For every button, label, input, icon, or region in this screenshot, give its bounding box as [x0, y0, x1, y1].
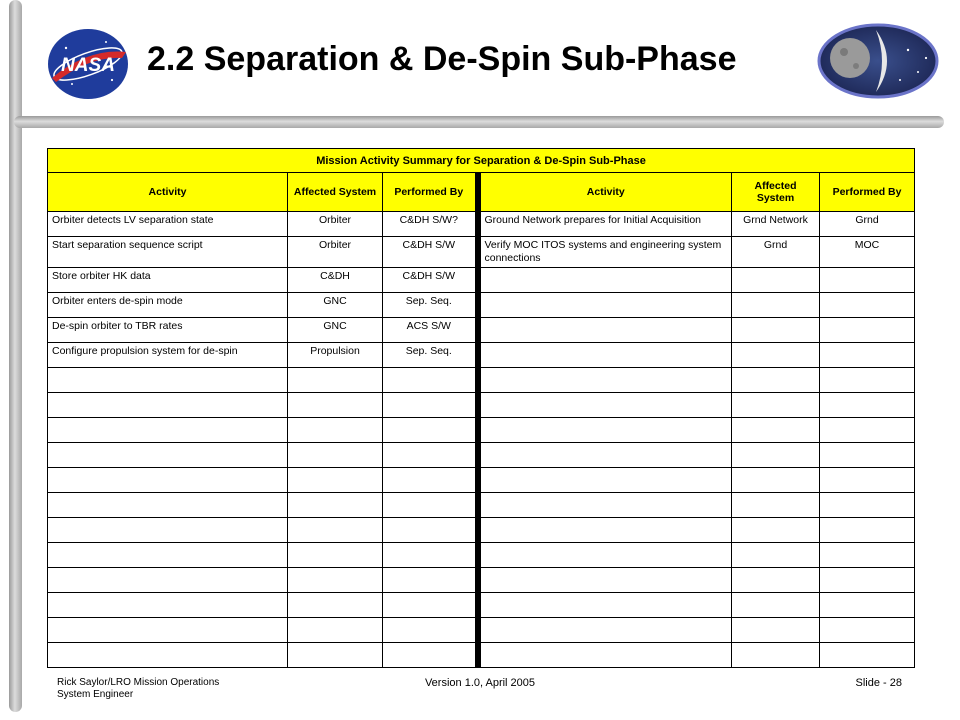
- table-cell: [478, 643, 732, 668]
- table-cell: Ground Network prepares for Initial Acquisition: [478, 212, 732, 237]
- table-cell: [820, 568, 915, 593]
- table-cell: [478, 568, 732, 593]
- table-cell: [820, 468, 915, 493]
- table-cell: [820, 393, 915, 418]
- table-cell: [820, 618, 915, 643]
- table-cell: Start separation sequence script: [48, 237, 288, 268]
- table-row: [48, 237, 915, 268]
- table-cell: [820, 368, 915, 393]
- table-cell: [288, 568, 383, 593]
- table-cell: [732, 418, 820, 443]
- table-row: [48, 393, 915, 418]
- table-cell: [732, 343, 820, 368]
- table-cell: [288, 418, 383, 443]
- table-cell: C&DH: [288, 268, 383, 293]
- table-cell: C&DH S/W: [383, 237, 478, 268]
- table-cell: [288, 518, 383, 543]
- table-cell: [288, 443, 383, 468]
- table-cell: [383, 593, 478, 618]
- table-cell: [383, 518, 478, 543]
- table-cell: Orbiter: [288, 237, 383, 268]
- table-cell: Orbiter enters de-spin mode: [48, 293, 288, 318]
- table-cell: [478, 268, 732, 293]
- table-cell: [732, 643, 820, 668]
- table-cell: [383, 418, 478, 443]
- table-cell: [478, 493, 732, 518]
- table-caption: Mission Activity Summary for Separation & De-Spin Sub-Phase: [48, 149, 915, 173]
- table-cell: [732, 518, 820, 543]
- table-cell: GNC: [288, 293, 383, 318]
- table-cell: [732, 493, 820, 518]
- table-cell: [383, 393, 478, 418]
- table-cell: [478, 418, 732, 443]
- title-divider-bar: [14, 116, 944, 128]
- table-row: [48, 293, 915, 318]
- table-cell: [288, 493, 383, 518]
- column-header: Affected System: [288, 173, 383, 212]
- table-cell: [383, 568, 478, 593]
- table-cell: [732, 318, 820, 343]
- table-row: [48, 593, 915, 618]
- table-cell: [732, 568, 820, 593]
- table-cell: [383, 618, 478, 643]
- table-cell: [48, 468, 288, 493]
- table-cell: GNC: [288, 318, 383, 343]
- table-cell: [820, 543, 915, 568]
- table-cell: [48, 393, 288, 418]
- table-cell: Sep. Seq.: [383, 343, 478, 368]
- table-cell: [732, 393, 820, 418]
- table-cell: [732, 593, 820, 618]
- table-cell: [478, 393, 732, 418]
- table-row: [48, 368, 915, 393]
- table-cell: [288, 368, 383, 393]
- column-header: Affected System: [732, 173, 820, 212]
- table-cell: [820, 643, 915, 668]
- mission-activity-table: [47, 148, 915, 668]
- footer-author-line: Rick Saylor/LRO Mission Operations: [57, 677, 220, 688]
- table-cell: [820, 268, 915, 293]
- nasa-logo-icon: [42, 26, 134, 102]
- table-cell: [48, 418, 288, 443]
- table-cell: [48, 368, 288, 393]
- footer-author-line: System Engineer: [57, 689, 134, 700]
- table-cell: [48, 643, 288, 668]
- table-cell: [48, 518, 288, 543]
- table-cell: [288, 618, 383, 643]
- table-cell: [478, 618, 732, 643]
- table-cell: [383, 643, 478, 668]
- table-cell: [478, 518, 732, 543]
- table-cell: [478, 468, 732, 493]
- table-cell: [288, 468, 383, 493]
- table-row: [48, 318, 915, 343]
- table-cell: [383, 443, 478, 468]
- table-cell: MOC: [820, 237, 915, 268]
- table-row: [48, 468, 915, 493]
- table-cell: [478, 593, 732, 618]
- table-cell: [820, 418, 915, 443]
- table-cell: [732, 543, 820, 568]
- table-row: [48, 543, 915, 568]
- table-cell: [478, 293, 732, 318]
- column-header: Performed By: [383, 173, 478, 212]
- table-caption-row: [48, 149, 915, 173]
- table-cell: Configure propulsion system for de-spin: [48, 343, 288, 368]
- table-row: [48, 518, 915, 543]
- table-cell: [288, 543, 383, 568]
- table-cell: [478, 443, 732, 468]
- table-cell: [383, 368, 478, 393]
- table-cell: [820, 443, 915, 468]
- table-row: [48, 418, 915, 443]
- table-cell: Sep. Seq.: [383, 293, 478, 318]
- table-cell: [732, 443, 820, 468]
- table-row: [48, 443, 915, 468]
- table-cell: [820, 343, 915, 368]
- table-row: [48, 643, 915, 668]
- table-row: [48, 568, 915, 593]
- table-cell: [48, 568, 288, 593]
- table-cell: [48, 493, 288, 518]
- table-cell: [732, 368, 820, 393]
- table-cell: [478, 543, 732, 568]
- table-cell: [48, 593, 288, 618]
- table-cell: [478, 318, 732, 343]
- footer-version: Version 1.0, April 2005: [424, 677, 536, 689]
- table-cell: [820, 493, 915, 518]
- table-body: [48, 212, 915, 668]
- table-cell: C&DH S/W: [383, 268, 478, 293]
- table-cell: ACS S/W: [383, 318, 478, 343]
- table-cell: [732, 468, 820, 493]
- table-header-row: [48, 173, 915, 212]
- table-row: [48, 268, 915, 293]
- table-cell: Grnd Network: [732, 212, 820, 237]
- table-cell: [383, 468, 478, 493]
- table-cell: [732, 293, 820, 318]
- table-cell: [288, 643, 383, 668]
- left-decorative-bar: [9, 0, 22, 712]
- table-cell: [383, 543, 478, 568]
- nasa-logo-text: NASA: [61, 55, 115, 76]
- table-cell: [288, 393, 383, 418]
- table-cell: Orbiter detects LV separation state: [48, 212, 288, 237]
- lro-mission-logo-icon: [816, 22, 940, 100]
- table-cell: Orbiter: [288, 212, 383, 237]
- table-row: [48, 493, 915, 518]
- table-cell: Grnd: [732, 237, 820, 268]
- page-title: 2.2 Separation & De-Spin Sub-Phase: [147, 40, 737, 78]
- footer-slide-number: Slide - 28: [855, 677, 902, 689]
- table-cell: [820, 518, 915, 543]
- table-cell: C&DH S/W?: [383, 212, 478, 237]
- table-cell: [820, 318, 915, 343]
- column-header: Activity: [48, 173, 288, 212]
- table-row: [48, 618, 915, 643]
- column-header: Activity: [478, 173, 732, 212]
- table-cell: [48, 443, 288, 468]
- table-cell: [48, 543, 288, 568]
- table-cell: Grnd: [820, 212, 915, 237]
- table-cell: [383, 493, 478, 518]
- table-cell: [732, 618, 820, 643]
- table-cell: [288, 593, 383, 618]
- table-row: [48, 212, 915, 237]
- table-row: [48, 343, 915, 368]
- table-cell: [820, 293, 915, 318]
- table-cell: [820, 593, 915, 618]
- table-cell: [478, 368, 732, 393]
- table-cell: [48, 618, 288, 643]
- table-cell: [732, 268, 820, 293]
- table-cell: De-spin orbiter to TBR rates: [48, 318, 288, 343]
- column-header: Performed By: [820, 173, 915, 212]
- table-cell: Store orbiter HK data: [48, 268, 288, 293]
- table-cell: Propulsion: [288, 343, 383, 368]
- table-cell: Verify MOC ITOS systems and engineering system connections: [478, 237, 732, 268]
- table-cell: [478, 343, 732, 368]
